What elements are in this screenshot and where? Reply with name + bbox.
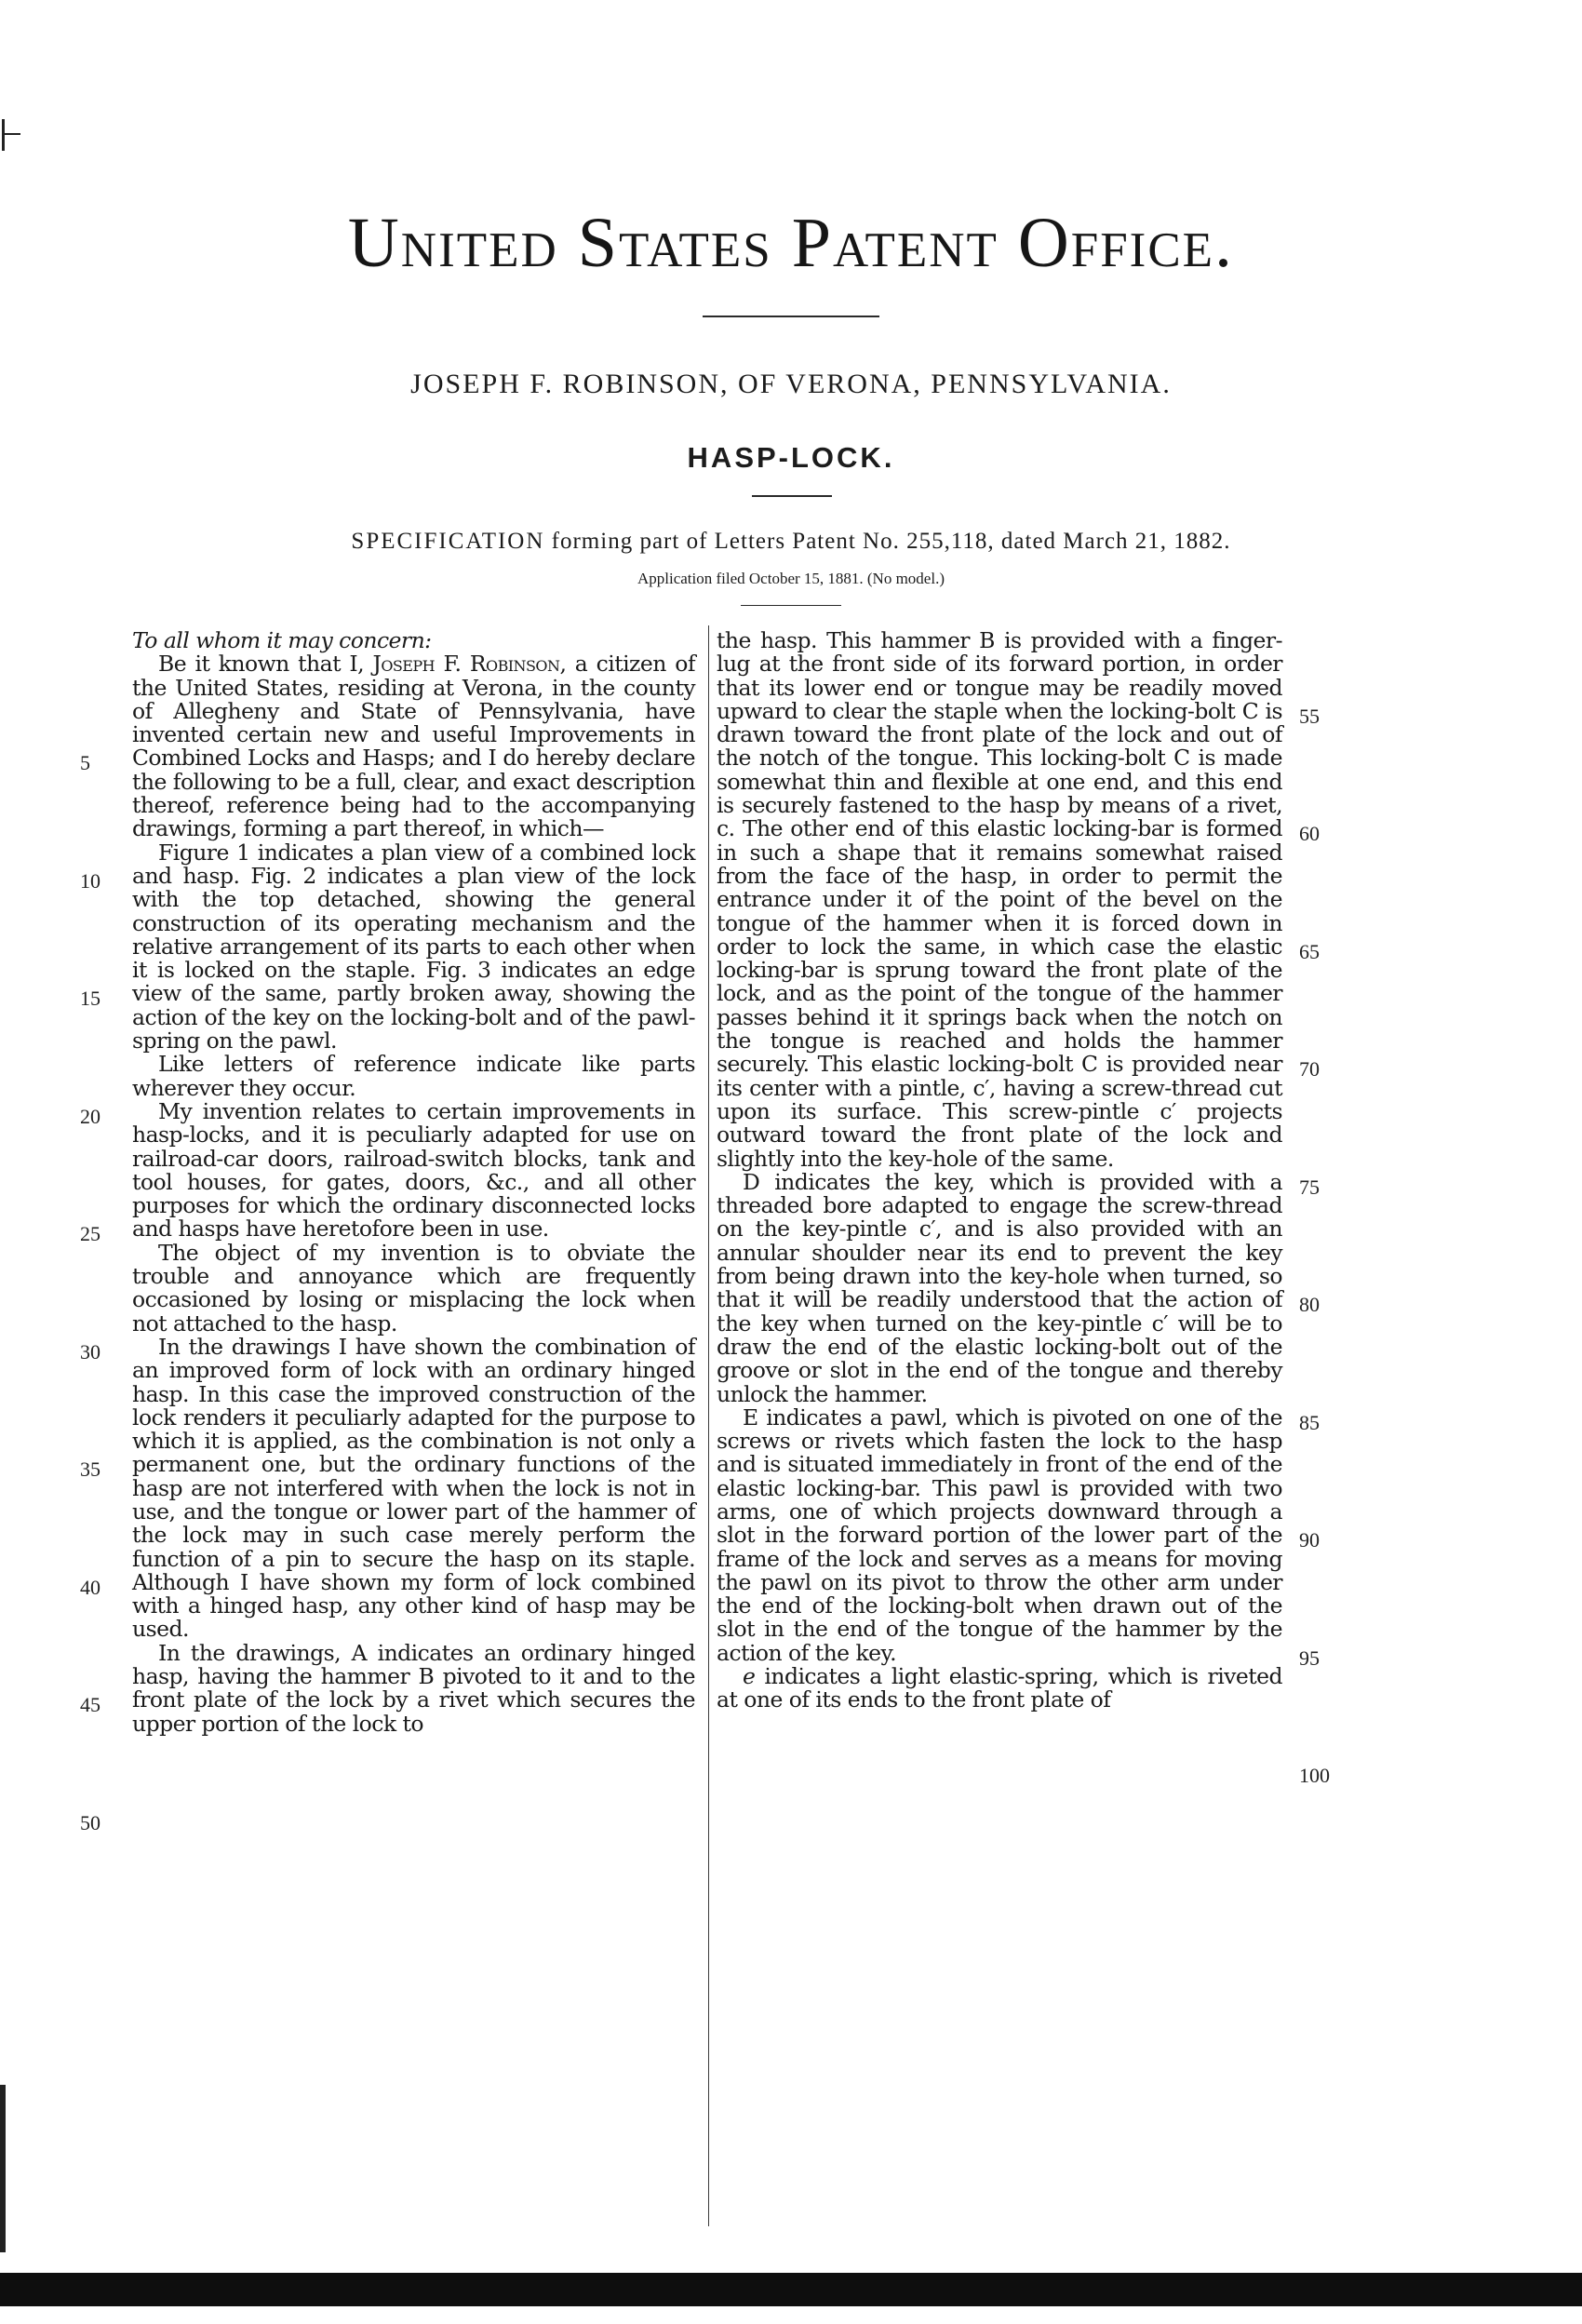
paragraph: The object of my invention is to obviate the trouble and annoyance which are frequently occasioned by losing or misplacing the lock when not attached to the hasp. <box>132 1239 695 1337</box>
greeting: To all whom it may concern: <box>132 627 432 653</box>
specification-prefix: SPECIFICATION <box>351 529 545 554</box>
line-number: 70 <box>1299 1057 1320 1081</box>
paragraph: In the drawings I have shown the combination of an improved form of lock with an ordinary hinged hasp. In this case the improved construction of the lock renders it peculiarly adapted for the purpose to which it is applied, as the combination is not only a permanent one, but the ordinary functions of the hasp are not interfered with when the lock is not in use, and the tongue or lower part of the hammer of the lock may in such case merely perform the function of a pin to secure the hasp on its staple. Although I have shown my form of lock combined with a hinged hasp, any other kind of hasp may be used. <box>132 1333 695 1643</box>
left-column <box>132 629 695 1736</box>
paragraph: Figure 1 indicates a plan view of a combined lock and hasp. Fig. 2 indicates a plan view of the lock with the top detached, showing the general construction of its operating mechanism and the relative arrangement of its parts to each other when it is locked on the staple. Fig. 3 indicates an edge view of the same, partly broken away, showing the action of the key on the locking-bolt and of the pawl-spring on the pawl. <box>132 839 695 1055</box>
right-column <box>717 629 1282 1713</box>
line-number: 30 <box>80 1340 101 1364</box>
text-run: , a citizen of the United States, residing at Verona, in the county of Allegheny and State of Pennsylvania, have invented certain new and useful Improvements in Combined Locks and Hasps; and I do hereby declare the following to be a full, clear, and exact description thereof, reference being had to the accompanying drawings, forming a part thereof, in which— <box>132 651 695 842</box>
inventor-name: Joseph F. Robinson <box>372 651 560 678</box>
line-number: 50 <box>80 1811 101 1834</box>
paragraph: D indicates the key, which is provided with a threaded bore adapted to engage the screw-thread on the key-pintle c′, and is also provided with an annular shoulder near its end to prevent the key from being drawn into the key-hole when turned, so that it will be readily understood that the action of the key when turned on the key-pintle c′ will be to draw the end of the elastic locking-bolt out of the groove or slot in the end of the tongue and thereby unlock the hammer. <box>717 1168 1282 1407</box>
column-divider <box>708 625 709 2226</box>
header-rule-bottom <box>741 605 841 606</box>
text-run: indicates a light elastic-spring, which is riveted at one of its ends to the front plate of <box>717 1663 1282 1713</box>
scan-mark-top-left-tick <box>2 133 20 135</box>
inventor-line: JOSEPH F. ROBINSON, OF VERONA, PENNSYLVANIA. <box>410 369 1172 399</box>
scan-mark-left-edge <box>0 2085 6 2252</box>
line-number: 20 <box>80 1105 101 1128</box>
application-line: Application filed October 15, 1881. (No model.) <box>637 570 945 587</box>
paragraph <box>717 1665 1282 1713</box>
specification-rest: forming part of Letters Patent No. 255,118, dated March 21, 1882. <box>551 529 1231 554</box>
line-number: 65 <box>1299 940 1320 963</box>
reference-letter: e <box>743 1663 756 1690</box>
line-number: 90 <box>1299 1528 1320 1552</box>
paragraph <box>132 652 695 840</box>
text-run: Be it known that I, <box>158 651 373 678</box>
paragraph: the hasp. This hammer B is provided with a finger-lug at the front side of its forward portion, in order that its lower end or tongue may be readily moved upward to clear the staple when the locking-bolt C is drawn toward the front plate of the lock and out of the notch of the tongue. This locking-bolt C is made somewhat thin and flexible at one end, and this end is securely fastened to the hasp by means of a rivet, c. The other end of this elastic locking-bar is formed in such a shape that it remains somewhat raised from the face of the hasp, in order to permit the entrance under it of the point of the bevel on the tongue of the hammer when it is forced down in order to lock the same, in which case the elastic locking-bar is sprung toward the front plate of the lock, and as the point of the tongue of the hammer passes behind it it springs back when the notch on the tongue is reached and holds the hammer securely. This elastic locking-bolt C is provided near its center with a pintle, c′, having a screw-thread cut upon its surface. This screw-pintle c′ projects outward toward the front plate of the lock and slightly into the key-hole of the same. <box>717 627 1282 1172</box>
line-number: 10 <box>80 869 101 893</box>
line-number: 45 <box>80 1693 101 1716</box>
scan-mark-top-left <box>2 119 5 151</box>
line-number: 35 <box>80 1458 101 1481</box>
patent-title: HASP-LOCK. <box>687 441 895 474</box>
paragraph: In the drawings, A indicates an ordinary hinged hasp, having the hammer B pivoted to it and to the front plate of the lock by a rivet which secures the upper portion of the lock to <box>132 1639 695 1737</box>
specification-line <box>172 529 1410 555</box>
paragraph: E indicates a pawl, which is pivoted on one of the screws or rivets which fasten the lock to the hasp and is situated immediately in front of the end of the elastic locking-bar. This pawl is provided with two arms, one of which projects downward through a slot in the forward portion of the lower part of the frame of the lock and serves as a means for moving the pawl on its pivot to throw the other arm under the end of the locking-bolt when drawn out of the slot in the end of the tongue of the hammer by the action of the key. <box>717 1404 1282 1666</box>
line-number: 100 <box>1299 1764 1330 1787</box>
line-number: 5 <box>80 751 90 774</box>
line-number: 60 <box>1299 822 1320 845</box>
line-number: 15 <box>80 987 101 1010</box>
header-rule-mid <box>752 495 832 497</box>
paragraph: Like letters of reference indicate like parts wherever they occur. <box>132 1051 695 1101</box>
line-number: 75 <box>1299 1175 1320 1199</box>
header-rule-top <box>703 316 879 317</box>
scan-bottom-border <box>0 2273 1582 2306</box>
office-title: United States Patent Office. <box>347 204 1235 282</box>
paragraph: My invention relates to certain improvements in hasp-locks, and it is peculiarly adapted for use on railroad-car doors, railroad-switch blocks, tank and tool houses, for gates, doors, &c., and all other purposes for which the ordinary disconnected locks and hasps have heretofore been in use. <box>132 1097 695 1243</box>
line-number: 80 <box>1299 1293 1320 1316</box>
line-number: 25 <box>80 1222 101 1245</box>
line-number: 55 <box>1299 705 1320 728</box>
line-number: 85 <box>1299 1411 1320 1434</box>
line-number: 40 <box>80 1576 101 1599</box>
line-number: 95 <box>1299 1646 1320 1670</box>
